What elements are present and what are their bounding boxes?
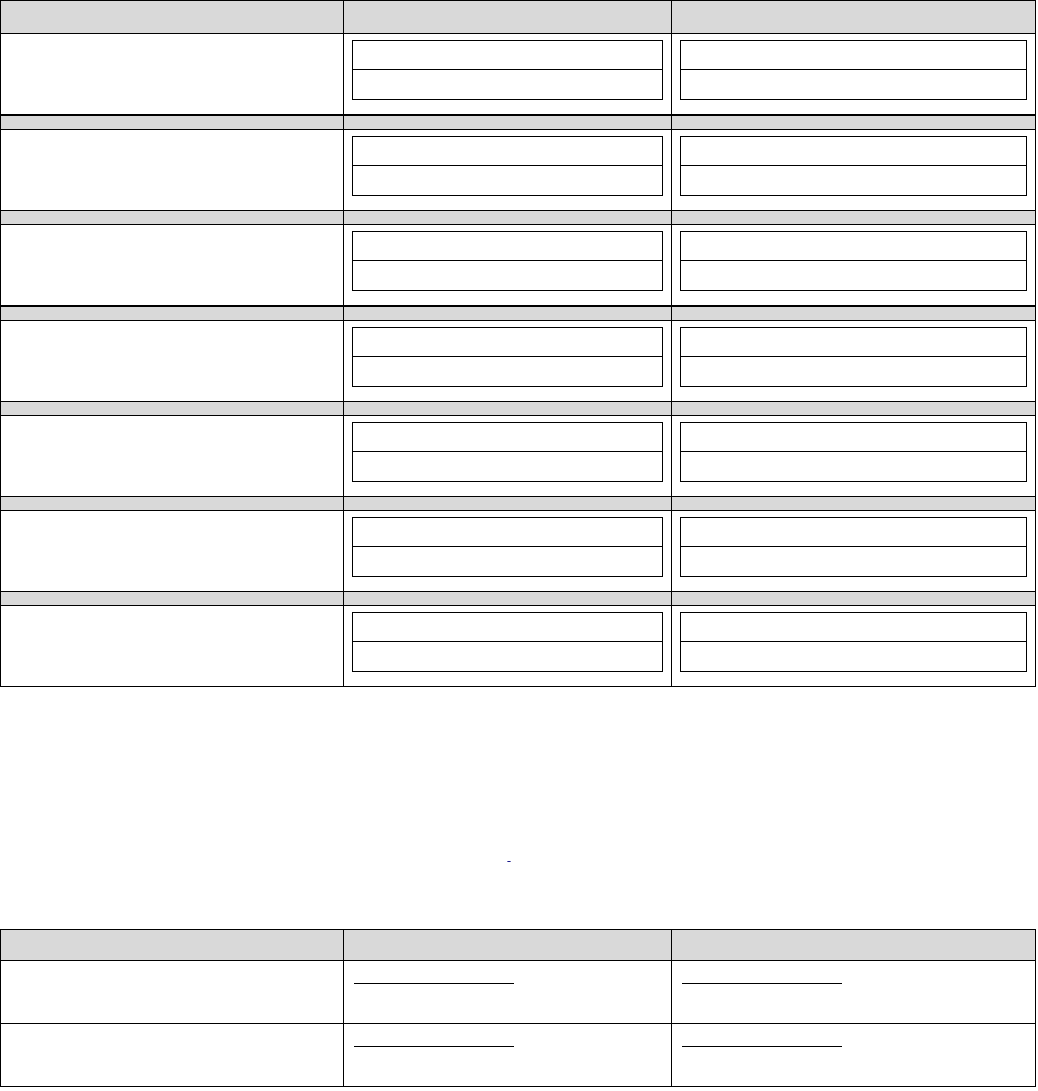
bottom-row-right-value [682,1024,842,1047]
row-label-cell [1,130,344,211]
right-subbox-1 [680,40,1027,70]
middle-subbox-2 [352,357,662,387]
separator-cell-1 [1,497,344,511]
table-row [1,416,1036,497]
right-subbox-1 [680,136,1027,166]
row-right-cell [671,34,1035,116]
middle-subbox-text-2 [353,547,661,559]
right-subbox-2 [680,70,1027,100]
right-subbox-text-1 [681,423,1026,435]
row-right-cell [671,130,1035,211]
table-row [1,606,1036,687]
row-middle-cell [344,606,671,687]
middle-subbox-1 [352,136,662,166]
row-separator [1,592,1036,606]
row-right-cell [671,321,1035,402]
separator-cell-2 [344,306,671,321]
row-middle-cell [344,511,671,592]
bottom-row-middle-value [354,961,514,984]
header-cell-1 [1,1,344,34]
row-middle-cell [344,416,671,497]
right-subbox-2 [680,166,1027,196]
right-subbox-text-1 [681,232,1026,244]
bottom-header-text-3 [672,930,1035,944]
separator-cell-3 [671,402,1035,416]
header-text-1 [1,1,343,15]
bottom-table-row [1,961,1036,1024]
bottom-row-middle-value [354,1024,514,1047]
middle-subbox-2 [352,547,662,577]
right-subbox-text-1 [681,328,1026,340]
right-subbox-2 [680,642,1027,672]
row-label [1,130,343,142]
middle-subbox-text-1 [353,518,661,530]
right-subbox-text-2 [681,70,1026,82]
middle-subbox-text-2 [353,70,661,82]
row-middle-cell [344,130,671,211]
bottom-row-middle-cell [344,1024,671,1087]
row-label [1,416,343,428]
separator-cell-2 [344,497,671,511]
row-right-cell [671,511,1035,592]
separator-cell-1 [1,402,344,416]
bottom-header-cell-1 [1,930,344,961]
separator-cell-3 [671,115,1035,130]
row-label [1,321,343,333]
right-subbox-1 [680,422,1027,452]
right-subbox-text-2 [681,452,1026,464]
middle-subbox-1 [352,422,662,452]
right-subbox-text-2 [681,166,1026,178]
row-right-cell [671,225,1035,307]
separator-cell-3 [671,211,1035,225]
middle-subbox-text-1 [353,328,661,340]
middle-subbox-1 [352,612,662,642]
bottom-row-right-value [682,961,842,984]
row-label-cell [1,34,344,116]
right-subbox-text-2 [681,547,1026,559]
bottom-header-cell-2 [344,930,671,961]
bottom-row-right-cell [671,961,1035,1024]
separator-cell-1 [1,115,344,130]
table-header-row [1,1,1036,34]
middle-subbox-2 [352,166,662,196]
middle-subbox-1 [352,327,662,357]
middle-subbox-1 [352,517,662,547]
header-text-3 [672,1,1035,15]
row-right-cell [671,416,1035,497]
row-separator [1,211,1036,225]
row-label [1,606,343,618]
middle-subbox-1 [352,231,662,261]
middle-subbox-text-2 [353,452,661,464]
right-subbox-2 [680,357,1027,387]
middle-subbox-text-1 [353,137,661,149]
bottom-header-text-1 [1,930,343,944]
row-separator [1,402,1036,416]
middle-subbox-text-2 [353,166,661,178]
right-subbox-2 [680,547,1027,577]
row-middle-cell [344,34,671,116]
table-row [1,511,1036,592]
middle-subbox-2 [352,452,662,482]
middle-subbox-1 [352,40,662,70]
right-subbox-text-2 [681,357,1026,369]
separator-cell-2 [344,115,671,130]
middle-subbox-text-1 [353,232,661,244]
separator-cell-2 [344,402,671,416]
row-separator [1,497,1036,511]
right-subbox-2 [680,452,1027,482]
row-right-cell [671,606,1035,687]
separator-cell-3 [671,497,1035,511]
row-label-cell [1,321,344,402]
row-label-cell [1,606,344,687]
separator-cell-2 [344,592,671,606]
row-label [1,34,343,46]
middle-subbox-text-1 [353,423,661,435]
middle-subbox-2 [352,642,662,672]
table-row [1,225,1036,307]
bottom-row-right-cell [671,1024,1035,1087]
separator-cell-2 [344,211,671,225]
header-cell-3 [671,1,1035,34]
bottom-header-cell-3 [671,930,1035,961]
separator-cell-1 [1,211,344,225]
row-label [1,511,343,523]
middle-subbox-2 [352,70,662,100]
right-subbox-text-1 [681,41,1026,53]
middle-subbox-text-2 [353,357,661,369]
right-subbox-text-1 [681,518,1026,530]
right-subbox-1 [680,327,1027,357]
row-separator [1,306,1036,321]
separator-cell-3 [671,306,1035,321]
middle-subbox-text-1 [353,41,661,53]
right-subbox-2 [680,261,1027,291]
bottom-header-text-2 [344,930,670,944]
right-subbox-text-2 [681,261,1026,273]
row-label [1,225,343,237]
bottom-row-label-cell [1,961,344,1024]
document-link[interactable] [507,848,510,863]
row-label-cell [1,511,344,592]
row-separator [1,115,1036,130]
right-subbox-1 [680,231,1027,261]
row-middle-cell [344,225,671,307]
right-subbox-text-2 [681,642,1026,654]
hyperlink-line [205,848,813,864]
table-row [1,34,1036,116]
middle-subbox-text-2 [353,261,661,273]
row-label-cell [1,225,344,307]
bottom-row-middle-cell [344,961,671,1024]
separator-cell-1 [1,592,344,606]
right-subbox-1 [680,612,1027,642]
middle-subbox-2 [352,261,662,291]
row-label-cell [1,416,344,497]
bottom-table-row [1,1024,1036,1087]
bottom-row-label [1,1024,343,1036]
bottom-row-label-cell [1,1024,344,1087]
right-subbox-text-1 [681,613,1026,625]
middle-subbox-text-1 [353,613,661,625]
header-text-2 [344,1,670,15]
middle-subbox-text-2 [353,642,661,654]
separator-cell-1 [1,306,344,321]
right-subbox-1 [680,517,1027,547]
row-middle-cell [344,321,671,402]
table-row [1,321,1036,402]
bottom-row-label [1,961,343,973]
right-subbox-text-1 [681,137,1026,149]
header-cell-2 [344,1,671,34]
bottom-table [0,929,1036,1087]
separator-cell-3 [671,592,1035,606]
bottom-header-row [1,930,1036,961]
table-row [1,130,1036,211]
